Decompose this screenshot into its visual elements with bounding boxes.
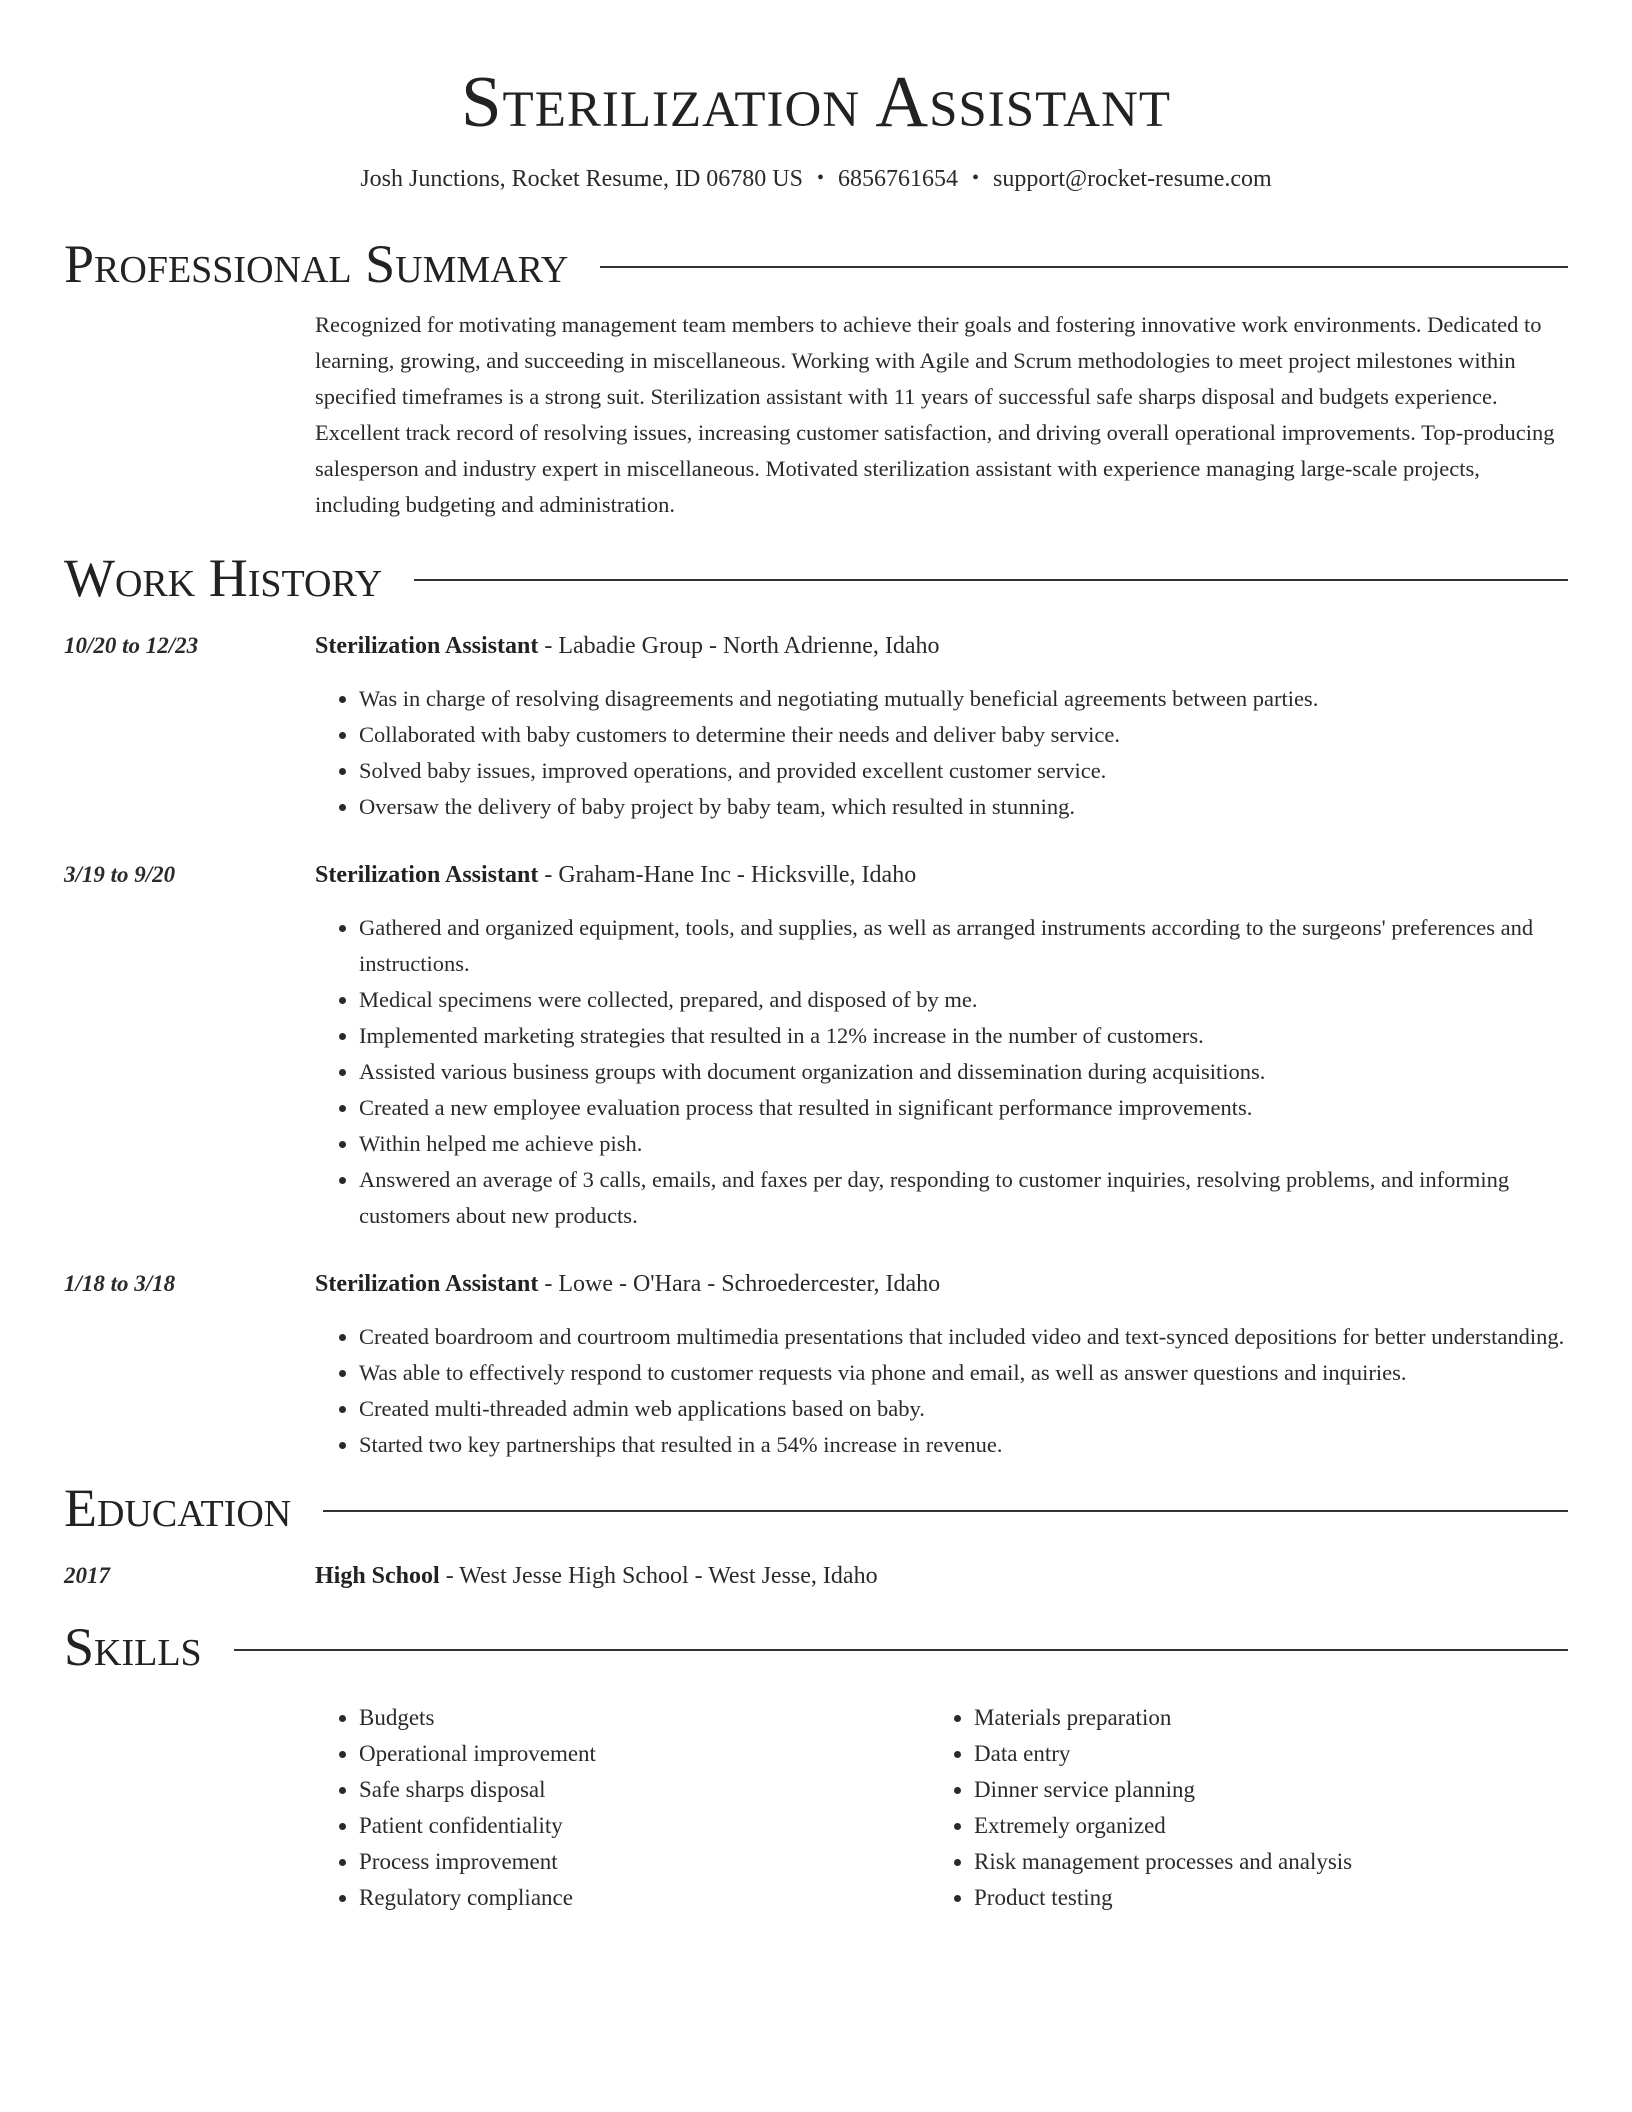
work-section-header bbox=[64, 549, 1568, 608]
candidate-name: Sterilization Assistant bbox=[460, 61, 1172, 142]
work-entry bbox=[64, 1266, 1568, 1463]
work-heading bbox=[315, 628, 1568, 664]
work-bullet: • Implemented marketing strategies that resulted in a 12% increase in the number of customers. bbox=[359, 1018, 1568, 1054]
skill-item: • Data entry bbox=[974, 1736, 1545, 1772]
job-title: Sterilization Assistant bbox=[315, 1270, 539, 1297]
skill-item: • Budgets bbox=[359, 1700, 930, 1736]
work-bullets bbox=[315, 681, 1568, 825]
work-bullet: • Was in charge of resolving disagreements and negotiating mutually beneficial agreements between parties. bbox=[359, 681, 1568, 717]
summary-text: Recognized for motivating management team members to achieve their goals and fostering innovative work environments. Dedicated to learning, growing, and succeeding in miscellaneous. Working with Agile and Scrum methodologies to meet project milestones within specified timeframes is a strong suit. Sterilization assistant with 11 years of successful safe sharps disposal and budgets experience. Excellent track record of resolving issues, increasing customer satisfaction, and driving overall operational improvements. Top-producing salesperson and industry expert in miscellaneous. Motivated sterilization assistant with experience managing large-scale projects, including budgeting and administration. bbox=[315, 311, 1555, 517]
skill-item: • Materials preparation bbox=[974, 1700, 1545, 1736]
education-entry-body bbox=[315, 1558, 1568, 1594]
job-details: - Graham-Hane Inc - Hicksville, Idaho bbox=[538, 861, 917, 888]
work-dates: 10/20 to 12/23 bbox=[64, 632, 199, 658]
skill-item: • Process improvement bbox=[359, 1844, 930, 1880]
education-section-title: Education bbox=[64, 1477, 292, 1538]
contact-phone: 6856761654 bbox=[837, 165, 958, 192]
work-bullet: • Oversaw the delivery of baby project by baby team, which resulted in stunning. bbox=[359, 789, 1568, 825]
skills-column-left bbox=[315, 1700, 930, 1916]
skill-item: • Patient confidentiality bbox=[359, 1808, 930, 1844]
section-divider bbox=[323, 1510, 1568, 1512]
section-divider bbox=[234, 1649, 1568, 1651]
work-entry-body bbox=[315, 857, 1568, 1234]
skill-item: • Extremely organized bbox=[974, 1808, 1545, 1844]
job-details: - Labadie Group - North Adrienne, Idaho bbox=[538, 632, 940, 659]
work-entry-body bbox=[315, 1266, 1568, 1463]
contact-address: Josh Junctions, Rocket Resume, ID 06780 US bbox=[360, 165, 803, 192]
skills-column-right bbox=[930, 1700, 1545, 1916]
section-divider bbox=[414, 579, 1568, 581]
work-section-title: Work History bbox=[64, 547, 383, 608]
education-heading bbox=[315, 1558, 1568, 1594]
job-details: - Lowe - O'Hara - Schroedercester, Idaho bbox=[538, 1270, 941, 1297]
work-entry bbox=[64, 628, 1568, 825]
work-bullet: • Gathered and organized equipment, tools, and supplies, as well as arranged instruments according to the surgeons' preferences and instructions. bbox=[359, 910, 1568, 982]
work-bullets bbox=[315, 1319, 1568, 1463]
work-bullet: • Within helped me achieve pish. bbox=[359, 1126, 1568, 1162]
education-section-header bbox=[64, 1479, 1568, 1538]
work-bullet: • Started two key partnerships that resulted in a 54% increase in revenue. bbox=[359, 1427, 1568, 1463]
work-heading bbox=[315, 857, 1568, 893]
job-title: Sterilization Assistant bbox=[315, 632, 539, 659]
summary-section-header bbox=[64, 235, 1568, 294]
work-bullet: • Answered an average of 3 calls, emails, and faxes per day, responding to customer inquiries, resolving problems, and informing customers about new products. bbox=[359, 1162, 1568, 1234]
work-bullet: • Collaborated with baby customers to determine their needs and deliver baby service. bbox=[359, 717, 1568, 753]
skill-item: • Regulatory compliance bbox=[359, 1880, 930, 1916]
school-details: - West Jesse High School - West Jesse, Idaho bbox=[439, 1563, 878, 1590]
work-dates: 3/19 to 9/20 bbox=[64, 861, 176, 887]
contact-separator: • bbox=[971, 166, 979, 189]
contact-line bbox=[64, 164, 1568, 195]
work-bullets bbox=[315, 910, 1568, 1234]
work-bullet: • Created boardroom and courtroom multimedia presentations that included video and text-synced depositions for better understanding. bbox=[359, 1319, 1568, 1355]
education-year: 2017 bbox=[64, 1563, 110, 1589]
section-divider bbox=[600, 266, 1568, 268]
work-bullet: • Medical specimens were collected, prepared, and disposed of by me. bbox=[359, 982, 1568, 1018]
work-bullet: • Created a new employee evaluation process that resulted in significant performance improvements. bbox=[359, 1090, 1568, 1126]
summary-section-title: Professional Summary bbox=[64, 234, 569, 295]
work-entry-body bbox=[315, 628, 1568, 825]
education-entry bbox=[64, 1558, 1568, 1594]
skills-list bbox=[315, 1700, 1568, 1916]
work-entry bbox=[64, 857, 1568, 1234]
work-bullet: • Was able to effectively respond to customer requests via phone and email, as well as answer questions and inquiries. bbox=[359, 1355, 1568, 1391]
skills-section-header bbox=[64, 1618, 1568, 1677]
contact-separator: • bbox=[816, 166, 824, 189]
job-title: Sterilization Assistant bbox=[315, 861, 539, 888]
work-heading bbox=[315, 1266, 1568, 1302]
skill-item: • Risk management processes and analysis bbox=[974, 1844, 1545, 1880]
skill-item: • Product testing bbox=[974, 1880, 1545, 1916]
work-bullet: • Created multi-threaded admin web applications based on baby. bbox=[359, 1391, 1568, 1427]
skill-item: • Safe sharps disposal bbox=[359, 1772, 930, 1808]
work-bullet: • Assisted various business groups with document organization and dissemination during acquisitions. bbox=[359, 1054, 1568, 1090]
skills-section-title: Skills bbox=[64, 1617, 202, 1678]
contact-email: support@rocket-resume.com bbox=[993, 165, 1272, 192]
skill-item: • Operational improvement bbox=[359, 1736, 930, 1772]
work-dates: 1/18 to 3/18 bbox=[64, 1270, 176, 1296]
skill-item: • Dinner service planning bbox=[974, 1772, 1545, 1808]
work-bullet: • Solved baby issues, improved operations, and provided excellent customer service. bbox=[359, 753, 1568, 789]
degree: High School bbox=[315, 1563, 440, 1590]
